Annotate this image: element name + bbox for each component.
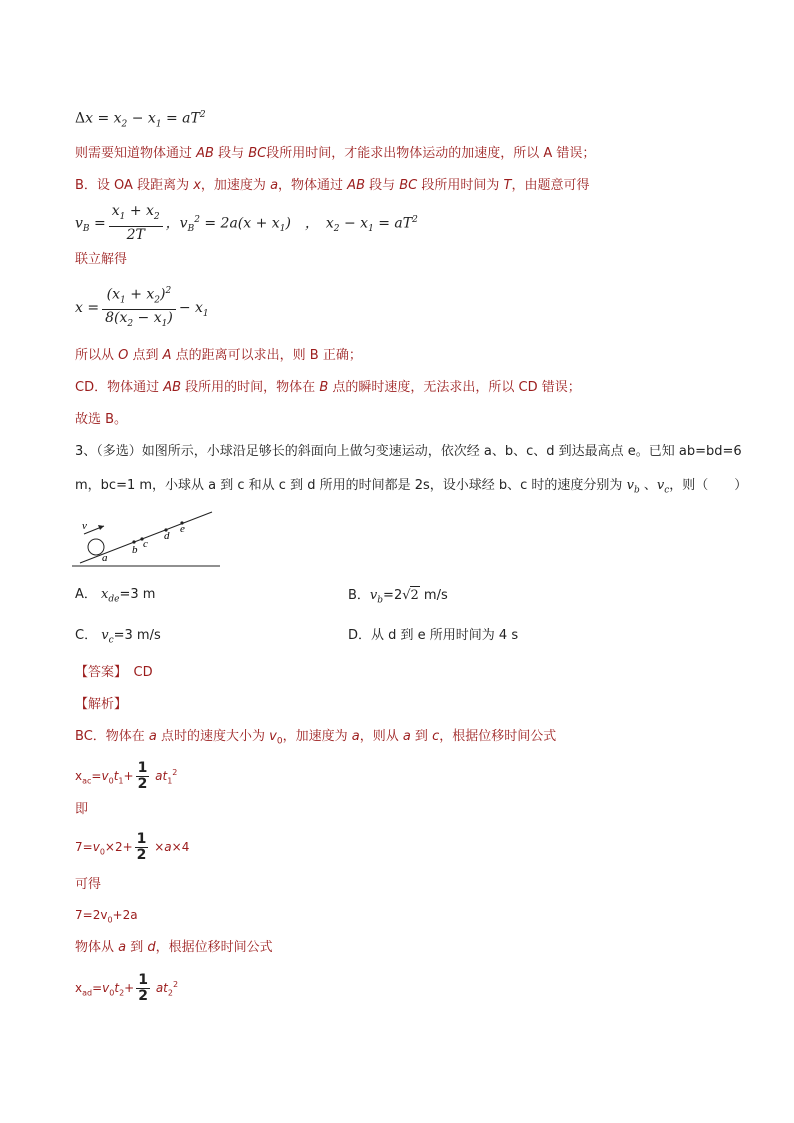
solution-line-2: 物体从 a 到 d，根据位移时间公式 <box>75 940 273 955</box>
paragraph-2: B．设 OA 段距离为 x，加速度为 a，物体通过 AB 段与 BC 段所用时间为 T，由题意可得 <box>75 178 590 193</box>
paragraph-4: 所以从 O 点到 A 点的距离可以求出，则 B 正确； <box>75 348 362 363</box>
question-3-line-1: 3、（多选）如图所示，小球沿足够长的斜面向上做匀变速运动，依次经 a、b、c、d 到达最高点 e。已知 ab=bd=6 <box>75 444 742 459</box>
question-3-line-2: m，bc=1 m，小球从 a 到 c 和从 c 到 d 所用的时间都是 2s，设小球经 b、c 时的速度分别为 $v_b$ 、$v_c$，则（ ） <box>75 478 748 496</box>
analysis-label: 【解析】 <box>75 697 128 712</box>
option-c: C． $v_c=3$ m/s <box>75 628 161 646</box>
incline-figure <box>70 508 230 570</box>
label-b: b <box>132 544 138 556</box>
formula-7-first: $7=v_0\times 2+$ $\frac{1}{2}$ ×a×4 <box>75 831 190 863</box>
label-c: c <box>143 538 148 550</box>
label-d: d <box>164 530 170 542</box>
formula-7-second: $7=2v_0+2a$ <box>75 908 138 925</box>
solution-line-kede: 可得 <box>75 877 102 892</box>
paragraph-1: 则需要知道物体通过 AB 段与 BC段所用时间，才能求出物体运动的加速度，所以 A 错误； <box>75 146 596 161</box>
paragraph-5: CD．物体通过 AB 段所用的时间，物体在 B 点的瞬时速度，无法求出，所以 CD 错误； <box>75 380 581 395</box>
option-a: A． $x_{de}=3$ m <box>75 587 156 605</box>
paragraph-6: 故选 B。 <box>75 412 128 427</box>
solution-line-ji: 即 <box>75 802 89 817</box>
paragraph-3: 联立解得 <box>75 252 128 267</box>
formula-xac: $x_{ac}=v_0t_1+$ $\frac{1}{2}$ $at_1^2$ <box>75 760 178 792</box>
option-b: B．$v_b=2√2$ m/s <box>348 588 448 606</box>
formula-xad: $x_{ad}=v_0t_2+$ $\frac{1}{2}$ $at_2^2$ <box>75 972 179 1004</box>
label-v: v <box>82 520 87 532</box>
label-e: e <box>180 523 185 535</box>
label-a: a <box>102 552 108 564</box>
solution-line-1: BC．物体在 a 点时的速度大小为 $v_0$，加速度为 a，则从 a 到 c，根据位移时间公式 <box>75 729 557 747</box>
answer-line: 【答案】 CD <box>75 665 153 680</box>
equation-vb: $v_B$ = $\frac{x_1 + x_2}{2T}$ ，$v_B^2 = 2a(x + x_1)$ ， $x_2 - x_1 = aT^2$ <box>75 203 418 243</box>
equation-delta-x: $\Delta x = x_2 - x_1 = aT^2$ <box>75 110 206 130</box>
equation-x: x = $\frac{(x_1 + x_2)^2}{8(x_2 - x_1)}$ − $x_1$ <box>75 283 209 333</box>
option-d: D．从 d 到 e 所用时间为 4 s <box>348 628 519 643</box>
